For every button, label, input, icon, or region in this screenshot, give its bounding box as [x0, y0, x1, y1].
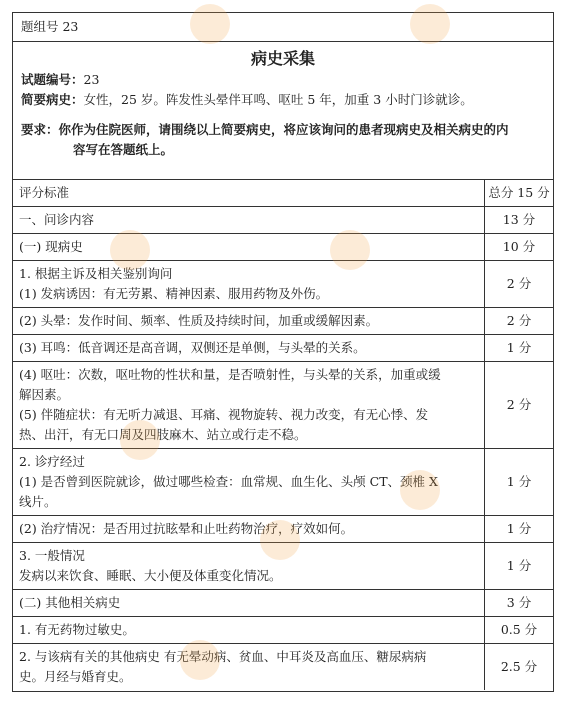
requirement — [13, 110, 553, 160]
criteria-line: 2. 诊疗经过 — [19, 454, 85, 469]
table-row — [13, 543, 553, 590]
criteria-line: 线片。 — [19, 494, 57, 509]
points-cell: 1 分 — [485, 543, 554, 590]
table-row — [13, 207, 553, 234]
header-label: 评分标准 — [13, 180, 485, 207]
criteria-cell — [13, 335, 485, 362]
points-cell: 0.5 分 — [485, 617, 554, 644]
criteria-cell — [13, 516, 485, 543]
exam-sheet — [12, 12, 554, 692]
requirement-line-2: 容写在答题纸上。 — [73, 142, 174, 157]
table-row — [13, 449, 553, 516]
question-number-line — [13, 70, 553, 90]
criteria-line: 1. 根据主诉及相关鉴别询问 — [19, 266, 173, 281]
criteria-line: (3) 耳鸣：低音调还是高音调，双侧还是单侧，与头晕的关系。 — [19, 340, 366, 355]
points-cell: 10 分 — [485, 234, 554, 261]
points-cell: 1 分 — [485, 449, 554, 516]
table-row — [13, 234, 553, 261]
requirement-line-1: 要求：你作为住院医师，请围绕以上简要病史，将应该询问的患者现病史及相关病史的内 — [21, 122, 509, 137]
criteria-line: 发病以来饮食、睡眠、大小便及体重变化情况。 — [19, 568, 282, 583]
table-row — [13, 261, 553, 308]
criteria-cell — [13, 644, 485, 691]
criteria-cell — [13, 362, 485, 449]
scoring-table — [13, 179, 553, 690]
criteria-line: (5) 伴随症状：有无听力减退、耳痛、视物旋转、视力改变，有无心悸、发 — [19, 407, 429, 422]
criteria-line: (2) 头晕：发作时间、频率、性质及持续时间，加重或缓解因素。 — [19, 313, 379, 328]
page-title: 病史采集 — [250, 49, 315, 68]
question-number: 23 — [83, 72, 100, 87]
criteria-line: 1. 有无药物过敏史。 — [19, 622, 135, 637]
criteria-line: (1) 是否曾到医院就诊，做过哪些检查：血常规、血生化、头颅 CT、颈椎 X — [19, 474, 438, 489]
criteria-line: 3. 一般情况 — [19, 548, 85, 563]
points-cell: 2 分 — [485, 261, 554, 308]
history-label: 简要病史： — [21, 92, 84, 107]
question-number-label: 试题编号： — [21, 72, 84, 87]
criteria-line: 史。月经与婚育史。 — [19, 669, 132, 684]
points-cell: 2.5 分 — [485, 644, 554, 691]
criteria-line: (一) 现病史 — [19, 239, 83, 254]
criteria-line: 一、问诊内容 — [19, 212, 95, 227]
table-row — [13, 644, 553, 691]
table-row — [13, 362, 553, 449]
criteria-cell — [13, 308, 485, 335]
group-number: 题组号 23 — [13, 13, 553, 42]
criteria-cell — [13, 207, 485, 234]
header-points: 总分 15 分 — [485, 180, 554, 207]
points-cell: 2 分 — [485, 308, 554, 335]
criteria-line: (2) 治疗情况：是否用过抗眩晕和止吐药物治疗，疗效如何。 — [19, 521, 354, 536]
criteria-line: (二) 其他相关病史 — [19, 595, 121, 610]
criteria-cell — [13, 234, 485, 261]
table-row — [13, 516, 553, 543]
history-line — [13, 90, 553, 110]
points-cell: 1 分 — [485, 335, 554, 362]
table-row — [13, 617, 553, 644]
points-cell: 3 分 — [485, 590, 554, 617]
points-cell: 2 分 — [485, 362, 554, 449]
table-header-row — [13, 180, 553, 207]
criteria-line: (4) 呕吐：次数，呕吐物的性状和量，是否喷射性，与头晕的关系，加重或缓 — [19, 367, 441, 382]
criteria-cell — [13, 261, 485, 308]
criteria-line: (1) 发病诱因：有无劳累、精神因素、服用药物及外伤。 — [19, 286, 329, 301]
history-text: 女性，25 岁。阵发性头晕伴耳鸣、呕吐 5 年，加重 3 小时门诊就诊。 — [83, 92, 473, 107]
points-cell: 1 分 — [485, 516, 554, 543]
table-row — [13, 590, 553, 617]
criteria-cell — [13, 590, 485, 617]
points-cell: 13 分 — [485, 207, 554, 234]
table-row — [13, 308, 553, 335]
criteria-cell — [13, 617, 485, 644]
criteria-line: 热、出汗，有无口周及四肢麻木、站立或行走不稳。 — [19, 427, 307, 442]
criteria-line: 解因素。 — [19, 387, 70, 402]
criteria-line: 2. 与该病有关的其他病史 有无晕动病、贫血、中耳炎及高血压、糖尿病病 — [19, 649, 427, 664]
table-row — [13, 335, 553, 362]
criteria-cell — [13, 543, 485, 590]
criteria-cell — [13, 449, 485, 516]
